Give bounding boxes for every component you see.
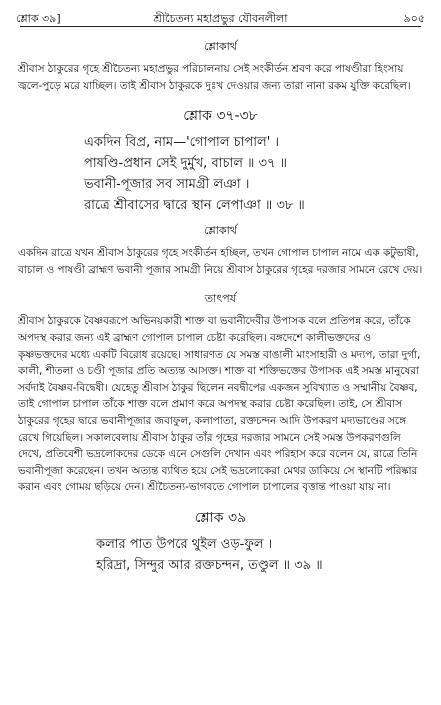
verse-reference: শ্লোক ৩৯]: [16, 12, 61, 25]
header-rule: [20, 26, 421, 27]
running-header: [12, 6, 429, 26]
verse-line: হরিদ্রা, সিন্দুর আর রক্তচন্দন, তণ্ডুল ॥ ৩৯ ॥: [96, 557, 323, 573]
chapter-title: শ্রীচৈতন্য মহাপ্রভুর যৌবনলীলা: [153, 12, 288, 25]
verse-line: রাত্রে শ্রীবাসের দ্বারে স্থান লেপাঞা ॥ ৩৮ ॥: [84, 198, 305, 214]
translation-heading: শ্লোকার্থ: [204, 40, 237, 53]
verse-heading: শ্লোক ৩৯: [194, 509, 247, 526]
verse-heading: শ্লোক ৩৭-৩৮: [183, 108, 258, 125]
verse-block: [84, 132, 429, 216]
verse-line: পাষণ্ডি-প্রধান সেই দুর্মুখ, বাচাল ॥ ৩৭ ॥: [84, 156, 287, 172]
translation-heading: শ্লোকার্থ: [204, 224, 237, 238]
translation-paragraph: শ্রীবাস ঠাকুরের গৃহে শ্রীচৈতন্য মহাপ্রভুর পরিচালনায় সেই সংকীর্তন শ্রবণ করে পাষণ্ডীরা হিংসায় জ্বলে-পুড়ে মরে যাচ্ছিল। তাই শ্রীবাস ঠাকুরকে দুঃখ দেওয়ার জন্য তারা নানা রকম যুক্তি করেছিল।: [18, 63, 411, 92]
translation-paragraph: একদিন রাত্রে যখন শ্রীবাস ঠাকুরের গৃহে সংকীর্তন হচ্ছিল, তখন গোপাল চাপাল নামে এক কটুভাষী, বাচাল ও পাষণ্ডী ব্রাহ্মণ ভবানী পূজার সামগ্রী নিয়ে শ্রীবাস ঠাকুরের গৃহের দরজার সামনে রেখে দেয়।: [18, 247, 423, 276]
verse-line: একদিন বিপ্র, নাম—'গোপাল চাপাল' ।: [84, 135, 280, 151]
verse-block: [96, 534, 429, 576]
purport-heading: তাৎপর্য: [204, 292, 237, 306]
purport-paragraph: শ্রীবাস ঠাকুরকে বৈষ্ণবরূপে অভিনয়কারী শাক্ত বা ভবানীদেবীর উপাসক বলে প্রতিপন্ন করে, তাঁকে অপদস্থ করার জন্য এই ব্রাহ্মণ গোপাল চাপাল চেষ্টা করেছিল। বঙ্গদেশে কালীভক্তদের ও কৃষ্ণভক্তদের মধ্যে একটি বিরোধ রয়েছে। সাধারণত যে সমস্ত বাঙালী মাংসাহারী ও মদ্যপ, তারা দুর্গা, কালী, শীতলা ও চণ্ডী পূজার প্রতি অত্যন্ত আসক্ত। শাক্ত বা শক্তিভক্তের উপাসক এই সমস্ত মানুষেরা সর্বদাই বৈষ্ণব-বিদ্বেষী। যেহেতু শ্রীবাস ঠাকুর ছিলেন নবদ্বীপের একজন সুবিখ্যাত ও সম্মানীয় বৈষ্ণব, তাই গোপাল চাপাল তাঁকে শাক্ত বলে প্রমাণ করে অপদস্থ করার চেষ্টা করেছিল। তাই, সে শ্রীবাস ঠাকুরের গৃহের দ্বারে ভবানীপূজার জবাফুল, কলাপাতা, রক্তচন্দন আদি উপকরণ মদ্যভাণ্ডের সঙ্গে রেখে গিয়েছিল। সকালবেলায় শ্রীবাস ঠাকুর তাঁর গৃহের দরজার সামনে সেই সমস্ত উপকরণগুলি দেখে, প্রতিবেশী ভদ্রলোকদের ডেকে এনে সেগুলি দেখান এবং পরিহাস করে বলেন যে, রাত্রে তিনি ভবানীপূজা করেছেন। তখন অত্যন্ত ব্যথিত হয়ে সেই ভদ্রলোকেরা মেথর ডাকিয়ে সে স্থানটি পরিষ্কার করান এবং গোময় ছড়িয়ে দেন। শ্রীচৈতন্য-ভাগবতে গোপাল চাপালের বৃত্তান্ত পাওয়া যায় না।: [18, 315, 421, 494]
verse-line: ভবানী-পূজার সব সামগ্রী লঞা ।: [84, 177, 250, 193]
verse-line: কলার পাত উপরে থুইল ওড়-ফুল ।: [96, 536, 273, 552]
page-number: ৯০৫: [403, 12, 425, 25]
